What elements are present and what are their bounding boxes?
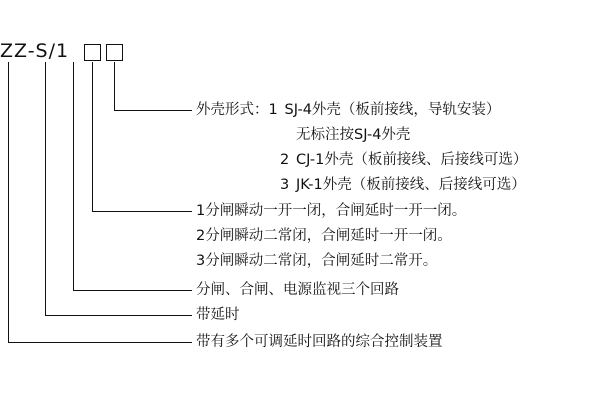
leader-line-device-horizontal [8, 342, 192, 343]
shell-option-text-1: 无标注按SJ-4外壳 [296, 127, 411, 143]
shell-option-num-0: 1 [268, 102, 278, 118]
model-code-box-1 [84, 44, 101, 61]
leader-line-contacts-horizontal [92, 211, 192, 212]
contact-config-line-2: 3分闸瞬动二常闭，合闸延时二常开。 [196, 253, 438, 269]
shell-form-row-2 [196, 148, 527, 173]
shell-form-block [196, 98, 527, 198]
leader-line-shell-horizontal [114, 110, 192, 111]
shell-form-row-3 [196, 173, 527, 198]
device-label: 带有多个可调延时回路的综合控制装置 [196, 334, 443, 350]
model-code-text: ZZ-S/1 [0, 40, 70, 62]
shell-form-row-1 [196, 123, 527, 148]
shell-form-row-0 [196, 98, 527, 123]
circuits-label: 分闸、合闸、电源监视三个回路 [196, 282, 399, 298]
leader-line-contacts-vertical [92, 62, 93, 212]
leader-line-delay-horizontal [45, 315, 192, 316]
shell-form-label: 外壳形式： [196, 102, 269, 118]
leader-line-shell-vertical [114, 62, 115, 111]
leader-line-delay-vertical [45, 62, 46, 316]
delay-label: 带延时 [196, 307, 240, 323]
shell-option-num-3: 3 [280, 177, 290, 193]
contact-config-line-1: 2分闸瞬动二常闭，合闸延时一开一闭。 [196, 228, 452, 244]
leader-line-circuits-vertical [73, 62, 74, 291]
contact-config-line-0: 1分闸瞬动一开一闭，合闸延时一开一闭。 [196, 203, 467, 219]
contact-config-block [196, 199, 466, 274]
model-code-box-2 [106, 44, 123, 61]
shell-option-text-3: JK-1外壳（板前接线、后接线可选） [296, 177, 526, 193]
shell-option-num-2: 2 [280, 152, 290, 168]
leader-line-circuits-horizontal [73, 290, 192, 291]
shell-option-text-0: SJ-4外壳（板前接线，导轨安装） [284, 102, 501, 118]
shell-option-text-2: CJ-1外壳（板前接线、后接线可选） [296, 152, 528, 168]
leader-line-device-vertical [8, 62, 9, 343]
